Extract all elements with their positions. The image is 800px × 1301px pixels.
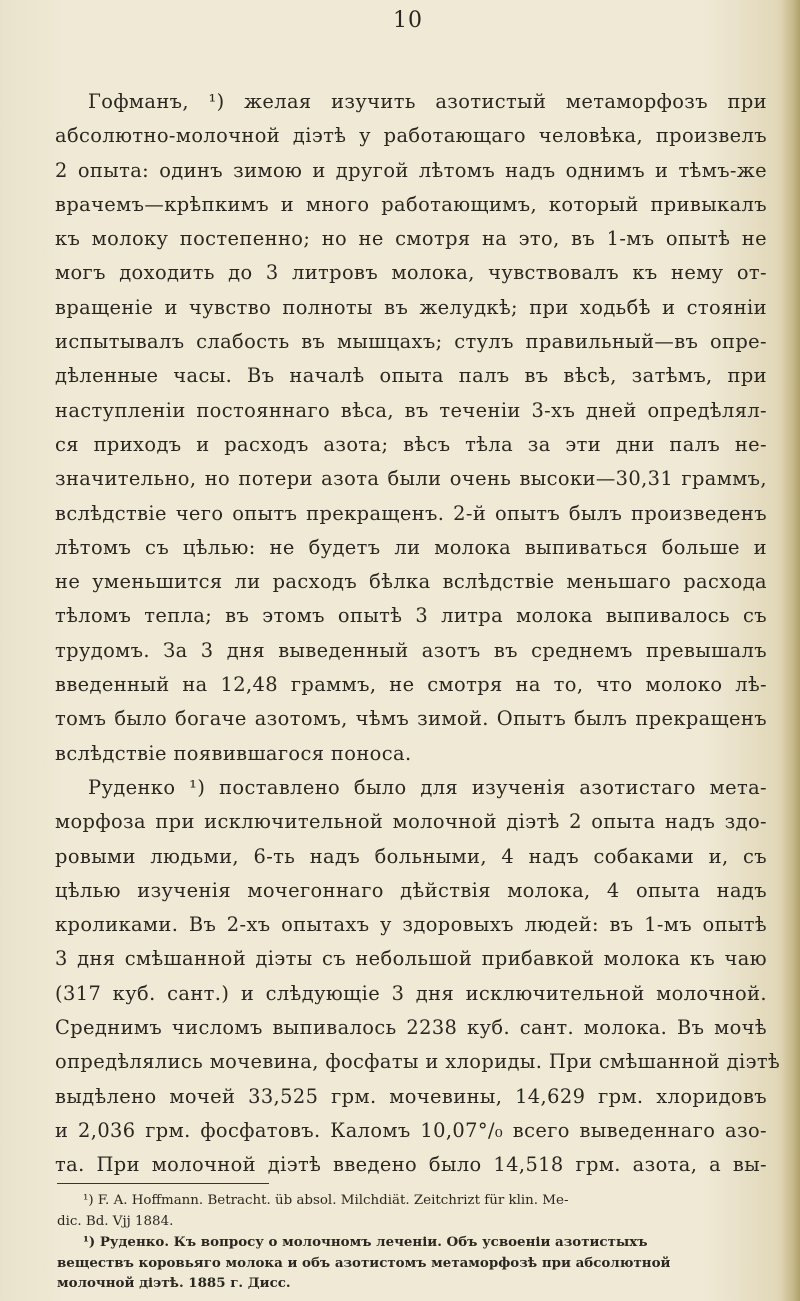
text-line: опредѣлялись мочевина, фосфаты и хлориды. При смѣшанной діэтѣ <box>55 1050 781 1074</box>
text-line: врачемъ—крѣпкимъ и много работающимъ, который привыкалъ <box>55 192 767 216</box>
footnote-line: dic. Bd. Vjj 1884. <box>57 1213 174 1229</box>
main-text <box>55 85 781 1183</box>
footnote-line: молочной діэтѣ. 1885 г. Дисс. <box>57 1275 291 1291</box>
text-line: ся приходъ и расходъ азота; вѣсъ тѣла за эти дни палъ не- <box>55 432 767 456</box>
text-line: вслѣдствіе чего опытъ прекращенъ. 2-й опытъ былъ произведенъ <box>55 501 767 525</box>
text-line: 3 дня смѣшанной діэты съ небольшой прибавкой молока къ чаю <box>55 947 767 971</box>
text-line: 2 опыта: одинъ зимою и другой лѣтомъ надъ однимъ и тѣмъ-же <box>55 158 767 182</box>
text-line: морфоза при исключительной молочной діэтѣ 2 опыта надъ здо- <box>55 810 767 834</box>
page-edge-shadow <box>782 0 800 1301</box>
text-line: не уменьшится ли расходъ бѣлка вслѣдствіе меньшаго расхода <box>55 570 767 594</box>
footnote-divider <box>57 1183 269 1184</box>
text-line: Руденко ¹) поставлено было для изученія азотистаго мета- <box>88 775 767 799</box>
text-line: та. При молочной діэтѣ введено было 14,518 грм. азота, а вы- <box>55 1153 767 1177</box>
page-number: 10 <box>393 8 423 33</box>
text-line: введенный на 12,48 граммъ, не смотря на то, что молоко лѣ- <box>55 673 767 697</box>
text-line: абсолютно-молочной діэтѣ у работающаго человѣка, произвелъ <box>55 124 767 148</box>
text-line: и 2,036 грм. фосфатовъ. Каломъ 10,07°/₀ всего выведеннаго азо- <box>55 1118 767 1142</box>
text-line: Среднимъ числомъ выпивалось 2238 куб. сант. молока. Въ мочѣ <box>55 1016 767 1040</box>
text-line: лѣтомъ съ цѣлью: не будетъ ли молока выпиваться больше и <box>55 535 767 559</box>
text-line: вращеніе и чувство полноты въ желудкѣ; при ходьбѣ и стояніи <box>55 295 767 319</box>
text-line: кроликами. Въ 2-хъ опытахъ у здоровыхъ людей: въ 1-мъ опытѣ <box>55 913 767 937</box>
text-line: испытывалъ слабость въ мышцахъ; стулъ правильный—въ опре- <box>55 330 767 354</box>
footnote-line: ¹) F. A. Hoffmann. Betracht. üb absol. Milchdiät. Zeitchrizt für klin. Me- <box>83 1193 569 1208</box>
text-line: къ молоку постепенно; но не смотря на это, въ 1-мъ опытѣ не <box>55 227 767 251</box>
text-line: Гофманъ, ¹) желая изучить азотистый метаморфозъ при <box>88 90 767 113</box>
text-line: вслѣдствіе появившагося поноса. <box>55 741 412 765</box>
text-line: томъ было богаче азотомъ, чѣмъ зимой. Опытъ былъ прекращенъ <box>55 707 767 731</box>
text-line: наступленіи постояннаго вѣса, въ теченіи 3-хъ дней опредѣлял- <box>55 398 767 422</box>
text-line: цѣлью изученія мочегоннаго дѣйствія молока, 4 опыта надъ <box>55 878 767 902</box>
text-line: выдѣлено мочей 33,525 грм. мочевины, 14,629 грм. хлоридовъ <box>55 1084 767 1108</box>
text-line: (317 куб. сант.) и слѣдующіе 3 дня исключительной молочной. <box>55 981 767 1005</box>
footnote-line: ¹) Руденко. Къ вопросу о молочномъ леченіи. Объ усвоеніи азотистыхъ <box>83 1234 648 1250</box>
footnote-line: веществъ коровьяго молока и объ азотистомъ метаморфозѣ при абсолютной <box>57 1254 671 1271</box>
text-line: дѣленные часы. Въ началѣ опыта палъ въ вѣсѣ, затѣмъ, при <box>55 364 767 388</box>
text-line: значительно, но потери азота были очень высоки—30,31 граммъ, <box>55 467 767 491</box>
footnotes <box>57 1191 769 1294</box>
text-line: трудомъ. За 3 дня выведенный азотъ въ среднемъ превышалъ <box>55 638 767 662</box>
text-line: тѣломъ тепла; въ этомъ опытѣ 3 литра молока выпивалось съ <box>55 604 767 628</box>
text-line: ровыми людьми, 6-ть надъ больными, 4 надъ собаками и, съ <box>55 844 767 868</box>
text-line: могъ доходить до 3 литровъ молока, чувствовалъ къ нему от- <box>55 261 767 285</box>
